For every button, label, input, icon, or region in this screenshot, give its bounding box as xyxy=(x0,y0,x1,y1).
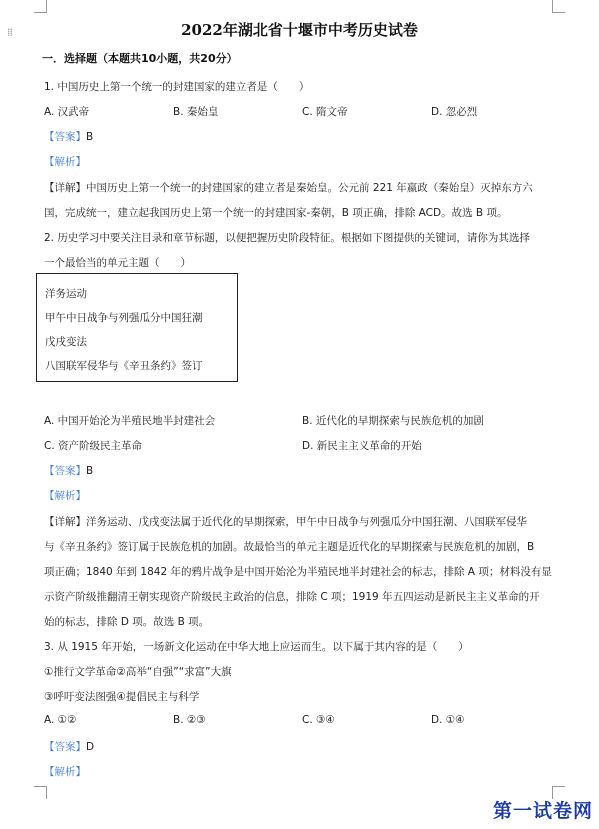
q3-option-b: B. ②③ xyxy=(173,714,206,726)
keywords-box xyxy=(36,273,238,382)
answer-label: 【答案】 xyxy=(44,465,86,477)
answer-label: 【答案】 xyxy=(44,131,86,143)
q2-detail-line: 项正确；1840 年到 1842 年的鸦片战争是中国开始沦为半殖民地半封建社会的标志，排除 A 项；材料没有显 xyxy=(44,566,552,578)
answer-value: D xyxy=(86,741,95,753)
keyword-item: 洋务运动 xyxy=(45,288,87,300)
keyword-item: 戊戌变法 xyxy=(45,336,87,348)
q1-option-d: D. 忽必烈 xyxy=(431,106,478,118)
q2-detail-line: 【详解】洋务运动、戊戌变法属于近代化的早期探索，甲午中日战争与列强瓜分中国狂潮、八国联军侵华 xyxy=(44,516,527,528)
drag-handle-icon[interactable]: ⁞⁞ xyxy=(7,26,12,39)
answer-value: B xyxy=(86,131,94,143)
crop-mark-top-right xyxy=(552,0,565,13)
q2-detail-line: 与《辛丑条约》签订属于民族危机的加剧。故最恰当的单元主题是近代化的早期探索与民族危机的加剧，B xyxy=(44,541,535,553)
answer-label: 【答案】 xyxy=(44,741,86,753)
q1-option-c: C. 隋文帝 xyxy=(302,106,348,118)
site-logo: 第一试卷网 xyxy=(492,800,593,822)
q3-answer xyxy=(44,739,94,754)
q2-option-a: A. 中国开始沦为半殖民地半封建社会 xyxy=(44,415,216,427)
q3-analysis-label: 【解析】 xyxy=(44,766,86,778)
q2-option-c: C. 资产阶级民主革命 xyxy=(44,440,143,452)
q2-detail-line: 始的标志，排除 D 项。故选 B 项。 xyxy=(44,616,210,628)
q2-stem: 2. 历史学习中要关注目录和章节标题，以便把握历史阶段特征。根据如下图提供的关键词，请你为其选择 xyxy=(44,232,530,244)
q2-option-b: B. 近代化的早期探索与民族危机的加剧 xyxy=(302,415,484,427)
q2-detail-line: 示资产阶级推翻清王朝实现资产阶级民主政治的信息，排除 C 项；1919 年五四运动是新民主主义革命的开 xyxy=(44,591,540,603)
crop-mark-bottom-left xyxy=(34,786,47,799)
q1-option-a: A. 汉武帝 xyxy=(44,106,90,118)
q2-stem: 一个最恰当的单元主题（ ） xyxy=(44,257,191,269)
q2-analysis-label: 【解析】 xyxy=(44,490,86,502)
q1-answer xyxy=(44,129,93,144)
q3-option-a: A. ①② xyxy=(44,714,77,726)
q1-detail-line: 【详解】中国历史上第一个统一的封建国家的建立者是秦始皇。公元前 221 年嬴政（秦始皇）灭掉东方六 xyxy=(44,182,533,194)
q2-answer xyxy=(44,463,93,478)
q3-stem: 3. 从 1915 年开始，一场新文化运动在中华大地上应运而生。以下属于其内容的是（ ） xyxy=(44,641,469,653)
keyword-item: 八国联军侵华与《辛丑条约》签订 xyxy=(45,360,203,372)
section-heading: 一．选择题（本题共10小题，共20分） xyxy=(42,52,238,65)
q3-option-c: C. ③④ xyxy=(302,714,335,726)
q1-analysis-label: 【解析】 xyxy=(44,156,86,168)
crop-mark-top-left xyxy=(34,0,47,13)
q3-item-line: ③呼吁变法图强④提倡民主与科学 xyxy=(44,691,200,703)
page-title: 2022年湖北省十堰市中考历史试卷 xyxy=(181,21,418,39)
q3-option-d: D. ①④ xyxy=(431,714,465,726)
answer-value: B xyxy=(86,465,94,477)
q1-detail-line: 国，完成统一，建立起我国历史上第一个统一的封建国家-秦朝，B 项正确，排除 ACD。故选 B 项。 xyxy=(44,207,508,219)
q2-option-d: D. 新民主主义革命的开始 xyxy=(302,440,422,452)
q1-option-b: B. 秦始皇 xyxy=(173,106,219,118)
q1-stem: 1. 中国历史上第一个统一的封建国家的建立者是（ ） xyxy=(44,81,310,93)
q3-item-line: ①推行文学革命②高举“自强”“求富”大旗 xyxy=(44,666,232,678)
keyword-item: 甲午中日战争与列强瓜分中国狂潮 xyxy=(45,312,203,324)
